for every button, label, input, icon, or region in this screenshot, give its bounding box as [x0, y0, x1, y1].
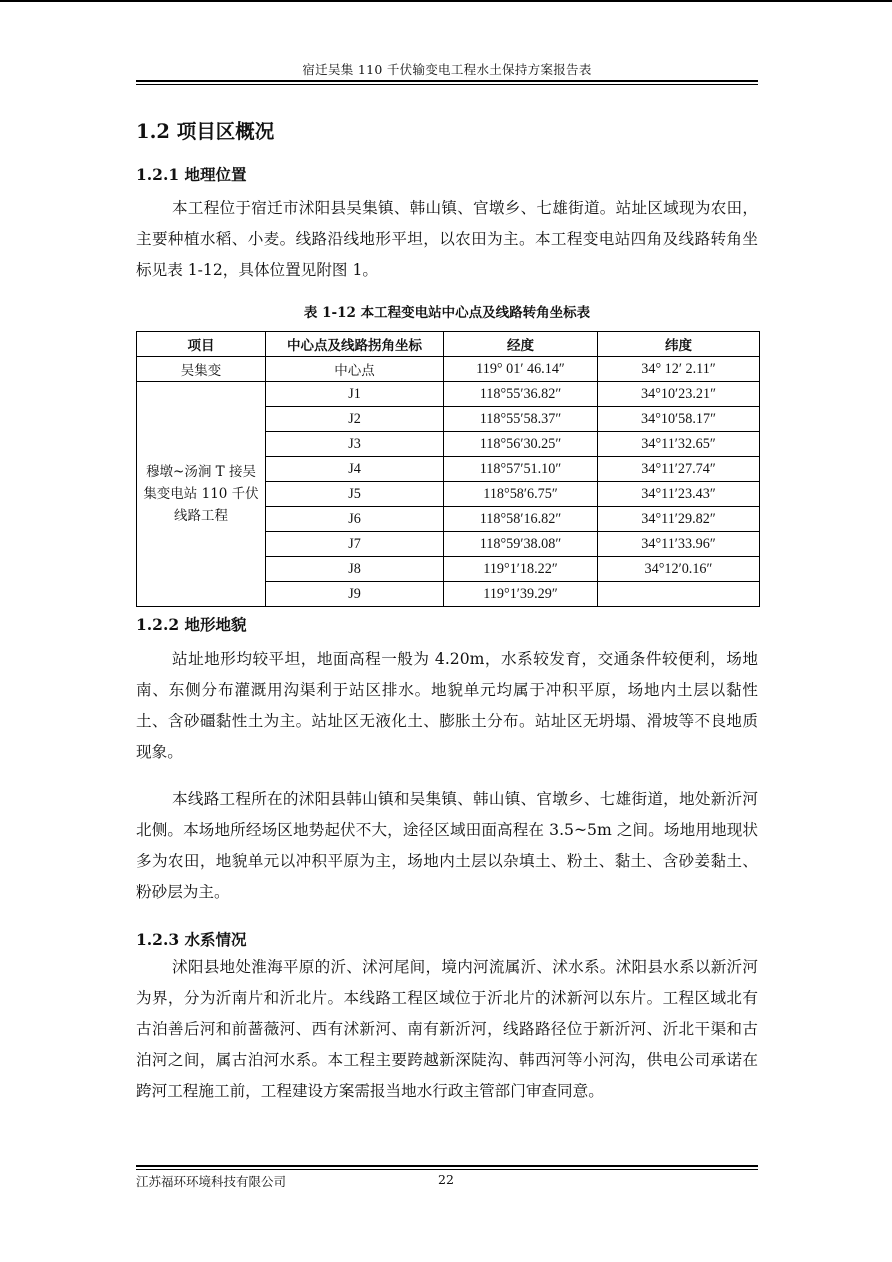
subsection-heading-water: 1.2.3 水系情况 — [136, 930, 247, 949]
table-row — [137, 382, 760, 407]
header-rule-thin — [136, 84, 758, 85]
running-header: 宿迁吴集 110 千伏输变电工程水土保持方案报告表 — [302, 62, 592, 77]
col-header-longitude: 经度 — [444, 332, 598, 357]
paragraph-terrain-line: 本线路工程所在的沭阳县韩山镇和吴集镇、韩山镇、官墩乡、七雄街道，地处新沂河北侧。本场地所经场区地势起伏不大，途径区域田面高程在 3.5~5m 之间。场地用地现状多为农田，地貌单元以冲积平原为主，场地内土层以杂填土、粉土、黏土、含砂姜黏土、粉砂层为主。 — [136, 790, 758, 901]
cell-longitude: 118°57′51.10″ — [444, 457, 598, 482]
cell-longitude: 119°1′39.29″ — [444, 582, 598, 607]
header-rule-thick — [136, 80, 758, 82]
cell-longitude: 119°1′18.22″ — [444, 557, 598, 582]
cell-point-id: J9 — [266, 582, 444, 607]
cell-station-latitude: 34° 12′ 2.11″ — [598, 357, 760, 382]
paragraph-water: 沭阳县地处淮海平原的沂、沭河尾间，境内河流属沂、沭水系。沭阳县水系以新沂河为界，分为沂南片和沂北片。本线路工程区域位于沂北片的沭新河以东片。工程区域北有古泊善后河和前蔷薇河、西有沭新河、南有新沂河，线路路径位于新沂河、沂北干渠和古泊河之间，属古泊河水系。本工程主要跨越新深陡沟、韩西河等小河沟，供电公司承诺在跨河工程施工前，工程建设方案需报当地水行政主管部门审查同意。 — [136, 958, 758, 1100]
page-number: 22 — [438, 1172, 454, 1187]
cell-longitude: 118°56′30.25″ — [444, 432, 598, 457]
cell-point-id: J3 — [266, 432, 444, 457]
footer-rule-thick — [136, 1165, 758, 1167]
section-heading: 1.2 项目区概况 — [136, 120, 275, 143]
cell-longitude: 118°58′6.75″ — [444, 482, 598, 507]
cell-latitude: 34°11′27.74″ — [598, 457, 760, 482]
cell-longitude: 118°55′58.37″ — [444, 407, 598, 432]
col-header-item: 项目 — [137, 332, 266, 357]
cell-line-project-name: 穆墩~汤涧 T 接吴集变电站 110 千伏线路工程 — [137, 382, 266, 607]
cell-longitude: 118°55′36.82″ — [444, 382, 598, 407]
cell-latitude: 34°12′0.16″ — [598, 557, 760, 582]
cell-station-name: 吴集变 — [137, 357, 266, 382]
cell-latitude: 34°11′23.43″ — [598, 482, 760, 507]
cell-longitude: 118°58′16.82″ — [444, 507, 598, 532]
table-caption: 表 1-12 本工程变电站中心点及线路转角坐标表 — [303, 305, 591, 321]
cell-point-id: J1 — [266, 382, 444, 407]
footer-rule-thin — [136, 1169, 758, 1170]
cell-latitude — [598, 582, 760, 607]
col-header-point: 中心点及线路拐角坐标 — [266, 332, 444, 357]
paragraph-terrain-site: 站址地形均较平坦，地面高程一般为 4.20m，水系较发育，交通条件较便利，场地南、东侧分布灌溉用沟渠利于站区排水。地貌单元均属于冲积平原，场地内土层以黏性土、含砂礓黏性土为主。站址区无液化土、膨胀土分布。站址区无坍塌、滑坡等不良地质现象。 — [136, 650, 758, 761]
cell-latitude: 34°11′33.96″ — [598, 532, 760, 557]
cell-point-id: J8 — [266, 557, 444, 582]
cell-latitude: 34°11′32.65″ — [598, 432, 760, 457]
cell-point-id: J7 — [266, 532, 444, 557]
cell-station-longitude: 119° 01′ 46.14″ — [444, 357, 598, 382]
subsection-heading-terrain: 1.2.2 地形地貌 — [136, 615, 247, 634]
cell-longitude: 118°59′38.08″ — [444, 532, 598, 557]
cell-station-point: 中心点 — [266, 357, 444, 382]
cell-point-id: J4 — [266, 457, 444, 482]
cell-point-id: J5 — [266, 482, 444, 507]
coordinates-table — [136, 331, 760, 607]
cell-point-id: J2 — [266, 407, 444, 432]
subsection-heading-location: 1.2.1 地理位置 — [136, 165, 247, 184]
table-row-station — [137, 357, 760, 382]
paragraph-location: 本工程位于宿迁市沭阳县吴集镇、韩山镇、官墩乡、七雄街道。站址区域现为农田，主要种植水稻、小麦。线路沿线地形平坦，以农田为主。本工程变电站四角及线路转角坐标见表 1-12，具体位置见附图 1。 — [136, 199, 758, 279]
col-header-latitude: 纬度 — [598, 332, 760, 357]
footer-company: 江苏福环环境科技有限公司 — [136, 1174, 287, 1189]
cell-latitude: 34°11′29.82″ — [598, 507, 760, 532]
cell-latitude: 34°10′23.21″ — [598, 382, 760, 407]
cell-point-id: J6 — [266, 507, 444, 532]
page-top-border — [0, 0, 892, 2]
table-header-row — [137, 332, 760, 357]
cell-latitude: 34°10′58.17″ — [598, 407, 760, 432]
